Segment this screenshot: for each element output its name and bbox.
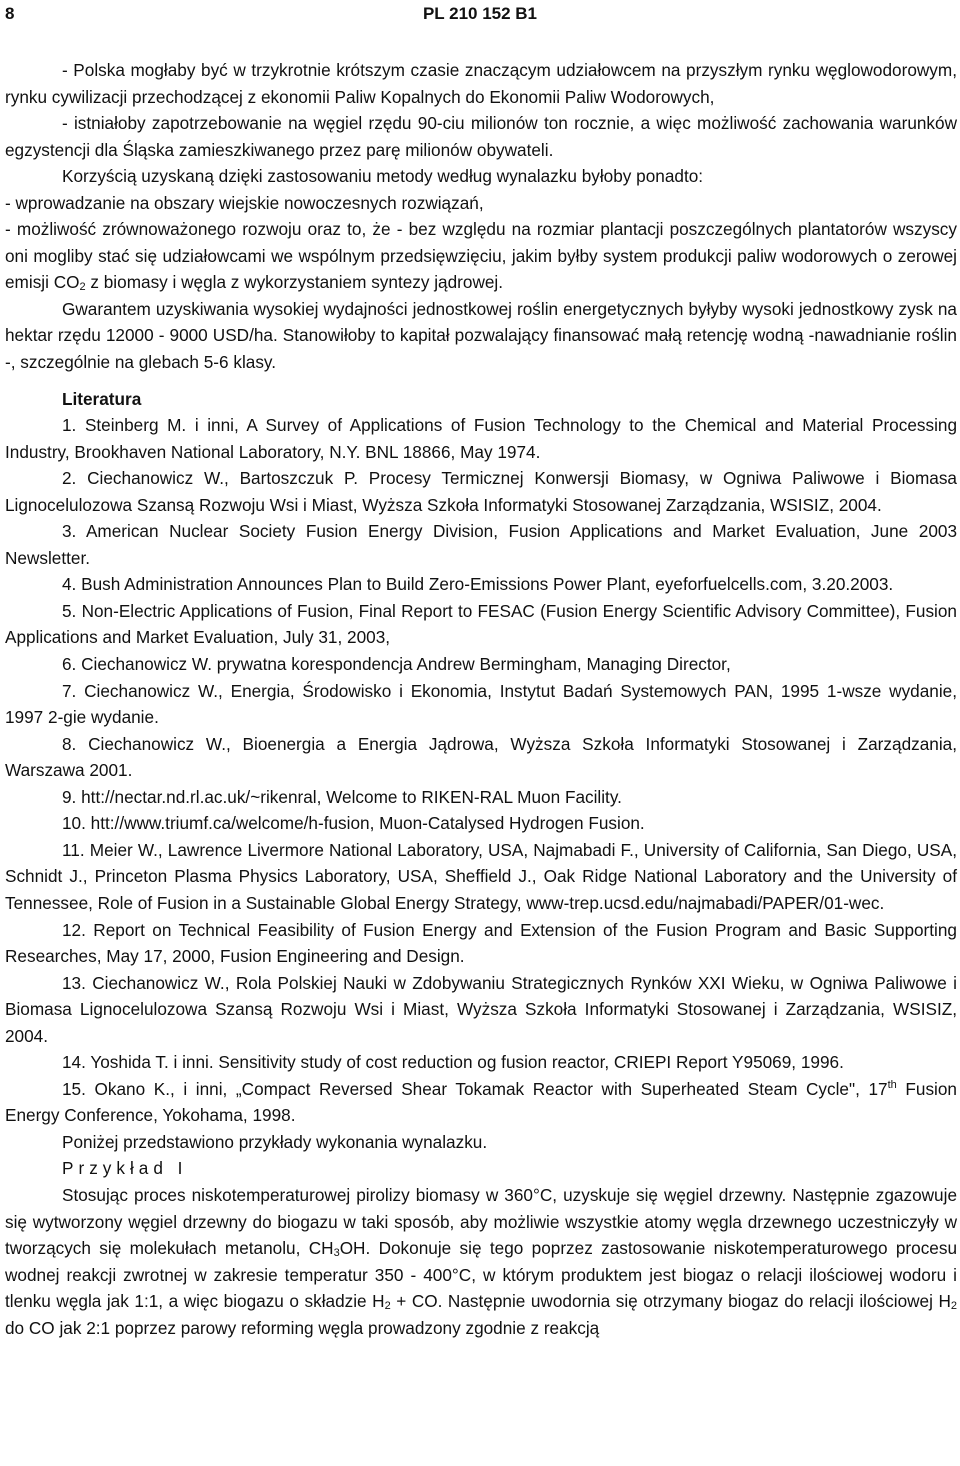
- reference-item: 14. Yoshida T. i inni. Sensitivity study of cost reduction og fusion reactor, CRIEPI Report Y95069, 1996.: [62, 1052, 844, 1073]
- text-run: Fusion Energy Conference, Yokohama, 1998.: [5, 1078, 957, 1126]
- text-run: OH. Dokonuje się tego poprzez zastosowanie niskotemperaturowego procesu wodnej reakcji zwrotnej w zakresie temperatur 350 - 400°C, w którym produktem jest biogaz o relacji ilościowej wodoru i tlenku węgla jak 1:1, a więc biogazu o składzie H: [5, 1238, 958, 1312]
- reference-item: 9. htt://nectar.nd.rl.ac.uk/~rikenral, Welcome to RIKEN-RAL Muon Facility.: [62, 786, 622, 807]
- reference-item: 10. htt://www.triumf.ca/welcome/h-fusion, Muon-Catalysed Hydrogen Fusion.: [62, 813, 645, 834]
- paragraph: - Polska mogłaby być w trzykrotnie krótszym czasie znaczącym udziałowcem na przyszłym rynku węglowodorowym, rynku cywilizacji przechodzącej z ekonomii Paliw Kopalnych do Ekonomii Paliw Wodorowych,: [5, 60, 957, 107]
- paragraph: [5, 216, 957, 296]
- paragraph: - istniałoby zapotrzebowanie na węgiel rzędu 90-ciu milionów ton rocznie, a więc możliwość zachowania warunków egzystencji dla Śląska zamieszkiwanego przez parę milionów obywateli.: [5, 113, 957, 160]
- text-run: do CO jak 2:1 poprzez parowy reforming węgla prowadzony zgodnie z reakcją: [5, 1317, 600, 1338]
- subscript: 2: [950, 1300, 957, 1313]
- subscript: 3: [333, 1247, 340, 1260]
- literature-heading: Literatura: [62, 388, 142, 409]
- example-intro: Poniżej przedstawiono przykłady wykonania wynalazku.: [62, 1131, 488, 1152]
- text-run: - możliwość zrównoważonego rozwoju oraz to, że - bez względu na rozmiar plantacji poszczególnych plantatorów wszyscy oni mogliby stać się udziałowcami we wspólnym przedsięwzięciu, jakim byłby system produkcji paliw wodorowych o zerowej emisji CO: [5, 219, 957, 293]
- text-run: 15. Okano K., i inni, „Compact Reversed Shear Tokamak Reactor with Superheated Steam Cycle", 17: [62, 1078, 888, 1099]
- text-run: Stosując proces niskotemperaturowej pirolizy biomasy w 360°C, uzyskuje się węgiel drzewny. Następnie zgazowuje się wytworzony węgiel drzewny do biogazu w taki sposób, aby możliwie wszystkie atomy węgla drzewnego uczestniczyły w tworzących się molekułach metanolu, CH: [5, 1184, 957, 1259]
- page-header: [5, 4, 955, 30]
- reference-item: 8. Ciechanowicz W., Bioenergia a Energia Jądrowa, Wyższa Szkoła Informatyki Stosowanej i Zarządzania, Warszawa 2001.: [5, 733, 957, 781]
- reference-item: 4. Bush Administration Announces Plan to Build Zero-Emissions Power Plant, eyeforfuelcells.com, 3.20.2003.: [62, 574, 894, 595]
- reference-item: 13. Ciechanowicz W., Rola Polskiej Nauki w Zdobywaniu Strategicznych Rynków XXI Wieku, w Ogniwa Paliwowe i Biomasa Lignocelulozowa Szansą Rozwoju Wsi i Miast, Wyższa Szkoła Informatyki Stosowanej i Zarządzania, WSISIZ, 2004.: [5, 972, 957, 1046]
- document-body: [5, 57, 957, 1341]
- patent-id: PL 210 152 B1: [422, 4, 538, 23]
- reference-item: [5, 1076, 957, 1129]
- paragraph: Gwarantem uzyskiwania wysokiej wydajności jednostkowej roślin energetycznych byłyby wysoki jednostkowy zysk na hektar rzędu 12000 - 9000 USD/ha. Stanowiłoby to kapitał pozwalający finansować małą retencję wodną -nawadnianie roślin -, szczególnie na glebach 5-6 klasy.: [5, 298, 957, 373]
- reference-item: 5. Non-Electric Applications of Fusion, Final Report to FESAC (Fusion Energy Scientific Advisory Committee), Fusion Applications and Market Evaluation, July 31, 2003,: [5, 600, 957, 648]
- paragraph: [5, 1182, 957, 1341]
- superscript: th: [887, 1078, 897, 1091]
- reference-item: 3. American Nuclear Society Fusion Energy Division, Fusion Applications and Market Evaluation, June 2003 Newsletter.: [5, 521, 957, 568]
- reference-item: 7. Ciechanowicz W., Energia, Środowisko i Ekonomia, Instytut Badań Systemowych PAN, 1995 1-wsze wydanie, 1997 2-gie wydanie.: [5, 680, 957, 728]
- reference-item: 11. Meier W., Lawrence Livermore National Laboratory, USA, Najmabadi F., University of California, San Diego, USA, Schnidt J., Princeton Plasma Physics Laboratory, USA, Sheffield J., Oak Ridge National Laboratory and the University of Tennessee, Role of Fusion in a Sustainable Global Energy Strategy, www-trep.ucsd.edu/najmabadi/PAPER/01-wec.: [5, 839, 957, 913]
- text-run: + CO. Następnie uwodornia się otrzymany biogaz do relacji ilościowej H: [390, 1291, 951, 1312]
- subscript: 2: [79, 281, 86, 294]
- subscript: 2: [384, 1300, 391, 1313]
- text-run: z biomasy i węgla z wykorzystaniem syntezy jądrowej.: [85, 272, 504, 293]
- reference-item: 1. Steinberg M. i inni, A Survey of Applications of Fusion Technology to the Chemical and Material Processing Industry, Brookhaven National Laboratory, N.Y. BNL 18866, May 1974.: [5, 415, 957, 462]
- page-number: 8: [5, 4, 15, 23]
- reference-item: 2. Ciechanowicz W., Bartoszczuk P. Procesy Termicznej Konwersji Biomasy, w Ogniwa Paliwowe i Biomasa Lignocelulozowa Szansą Rozwoju Wsi i Miast, Wyższa Szkoła Informatyki Stosowanej Zarządzania, WSISIZ, 2004.: [5, 468, 957, 515]
- paragraph: Korzyścią uzyskaną dzięki zastosowaniu metody według wynalazku byłoby ponadto:: [62, 166, 704, 187]
- reference-item: 12. Report on Technical Feasibility of Fusion Energy and Extension of the Fusion Program and Basic Supporting Researches, May 17, 2000, Fusion Engineering and Design.: [5, 919, 957, 967]
- reference-item: 6. Ciechanowicz W. prywatna korespondencja Andrew Bermingham, Managing Director,: [62, 654, 731, 675]
- example-heading: Przykład I: [62, 1158, 188, 1179]
- paragraph: - wprowadzanie na obszary wiejskie nowoczesnych rozwiązań,: [5, 192, 484, 213]
